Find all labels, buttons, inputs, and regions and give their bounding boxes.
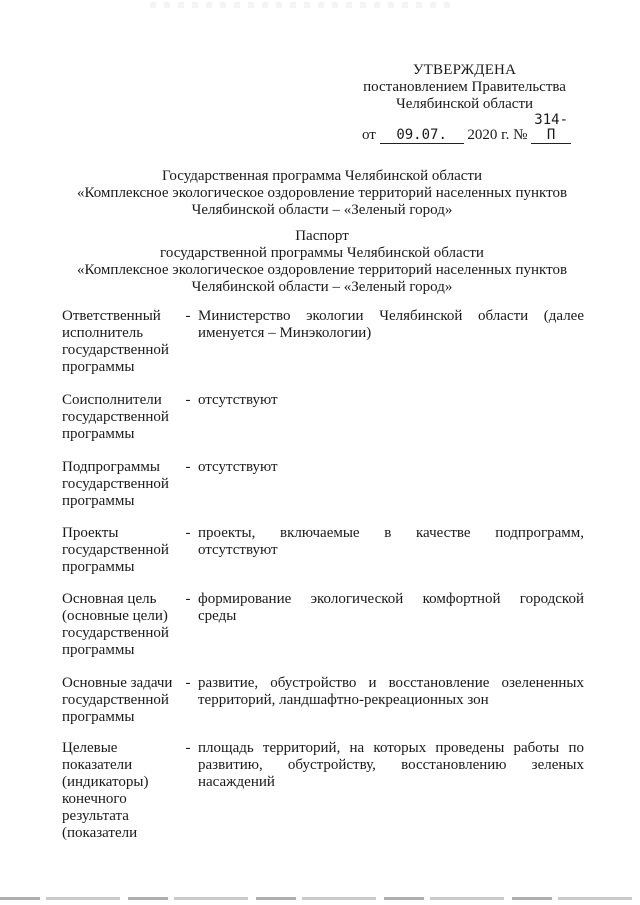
scan-artifact-bottom — [0, 897, 640, 900]
row-label — [62, 308, 178, 376]
value-line: Министерство экологии Челябинской области (далее — [198, 308, 584, 324]
value-line: отсутствуют — [198, 542, 278, 558]
row-value — [198, 392, 584, 409]
decree-number: 314-П — [531, 113, 571, 144]
label-line: Соисполнители — [62, 392, 162, 408]
passport-row-projects — [62, 525, 584, 591]
approval-title: УТВЕРЖДЕНА — [412, 62, 517, 78]
label-line: Подпрограммы — [62, 459, 160, 475]
row-value — [198, 591, 584, 625]
passport-row-responsible — [62, 308, 584, 392]
passport-row-main-tasks — [62, 675, 584, 740]
label-line: программы — [62, 709, 135, 725]
passport-row-target-indicators — [62, 740, 584, 860]
row-value — [198, 675, 584, 709]
label-line: (индикаторы) — [62, 774, 149, 790]
label-line: государственной — [62, 692, 169, 708]
value-line: именуется – Минэкологии) — [198, 325, 372, 341]
value-line: насаждений — [198, 774, 275, 790]
label-line: показатели — [62, 757, 133, 773]
label-line: конечного — [62, 791, 127, 807]
value-line: площадь территорий, на которых проведены работы по — [198, 740, 584, 756]
row-value — [198, 740, 584, 791]
label-line: Основные задачи — [62, 675, 173, 691]
row-label — [62, 675, 178, 726]
value-line: развитие, обустройство и восстановление озелененных — [198, 675, 584, 691]
label-line: государственной — [62, 542, 169, 558]
label-line: программы — [62, 426, 135, 442]
row-dash: - — [185, 740, 191, 756]
passport-heading-line-3: «Комплексное экологическое оздоровление территорий населенных пунктов — [76, 262, 568, 278]
label-line: государственной — [62, 476, 169, 492]
passport-row-coexecutors — [62, 392, 584, 459]
label-line: программы — [62, 359, 135, 375]
passport-table — [62, 308, 584, 860]
approval-line-1: постановлением Правительства — [363, 79, 566, 95]
approval-stamp — [352, 62, 577, 144]
passport-heading — [40, 228, 604, 296]
row-label — [62, 392, 178, 443]
program-heading-line-1: Государственная программа Челябинской области — [162, 168, 482, 184]
row-dash: - — [185, 591, 191, 607]
label-line: Ответственный — [62, 308, 161, 324]
label-line: программы — [62, 642, 135, 658]
row-value — [198, 308, 584, 342]
label-line: результата — [62, 808, 129, 824]
year-text: 2020 г. № — [467, 127, 528, 143]
row-dash: - — [185, 525, 191, 541]
row-dash: - — [185, 392, 191, 408]
row-value — [198, 459, 584, 476]
label-line: программы — [62, 493, 135, 509]
value-line: территорий, ландшафтно-рекреационных зон — [198, 692, 489, 708]
scan-artifact-top — [150, 2, 450, 8]
row-dash: - — [185, 675, 191, 691]
row-dash: - — [185, 459, 191, 475]
label-line: Проекты — [62, 525, 119, 541]
approval-line-2: Челябинской области — [395, 96, 534, 112]
row-label — [62, 459, 178, 510]
value-line: формирование экологической комфортной городской — [198, 591, 584, 607]
program-heading-line-2: «Комплексное экологическое оздоровление территорий населенных пунктов — [76, 185, 568, 201]
label-line: программы — [62, 559, 135, 575]
date-value: 09.07. — [380, 128, 464, 144]
program-heading-line-3: Челябинской области – «Зеленый город» — [191, 202, 453, 218]
passport-heading-line-1: Паспорт — [295, 228, 349, 244]
row-value — [198, 525, 584, 559]
label-line: исполнитель — [62, 325, 144, 341]
label-line: (основные цели) — [62, 608, 168, 624]
passport-row-subprograms — [62, 459, 584, 525]
label-line: государственной — [62, 625, 169, 641]
program-heading — [40, 168, 604, 219]
passport-heading-line-4: Челябинской области – «Зеленый город» — [191, 279, 453, 295]
value-line: проекты, включаемые в качестве подпрограмм, — [198, 525, 584, 541]
label-line: государственной — [62, 342, 169, 358]
row-label — [62, 591, 178, 659]
value-line: отсутствуют — [198, 459, 278, 475]
row-label — [62, 740, 178, 842]
passport-row-main-goal — [62, 591, 584, 675]
label-line: Основная цель — [62, 591, 157, 607]
value-line: развитию, обустройству, восстановлению зеленых — [198, 757, 584, 773]
value-line: среды — [198, 608, 237, 624]
label-line: Целевые — [62, 740, 118, 756]
row-dash: - — [185, 308, 191, 324]
row-label — [62, 525, 178, 576]
label-line: (показатели — [62, 825, 138, 841]
value-line: отсутствуют — [198, 392, 278, 408]
label-line: государственной — [62, 409, 169, 425]
passport-heading-line-2: государственной программы Челябинской области — [160, 245, 484, 261]
date-prefix: от — [362, 127, 376, 143]
approval-date-line — [352, 113, 577, 144]
